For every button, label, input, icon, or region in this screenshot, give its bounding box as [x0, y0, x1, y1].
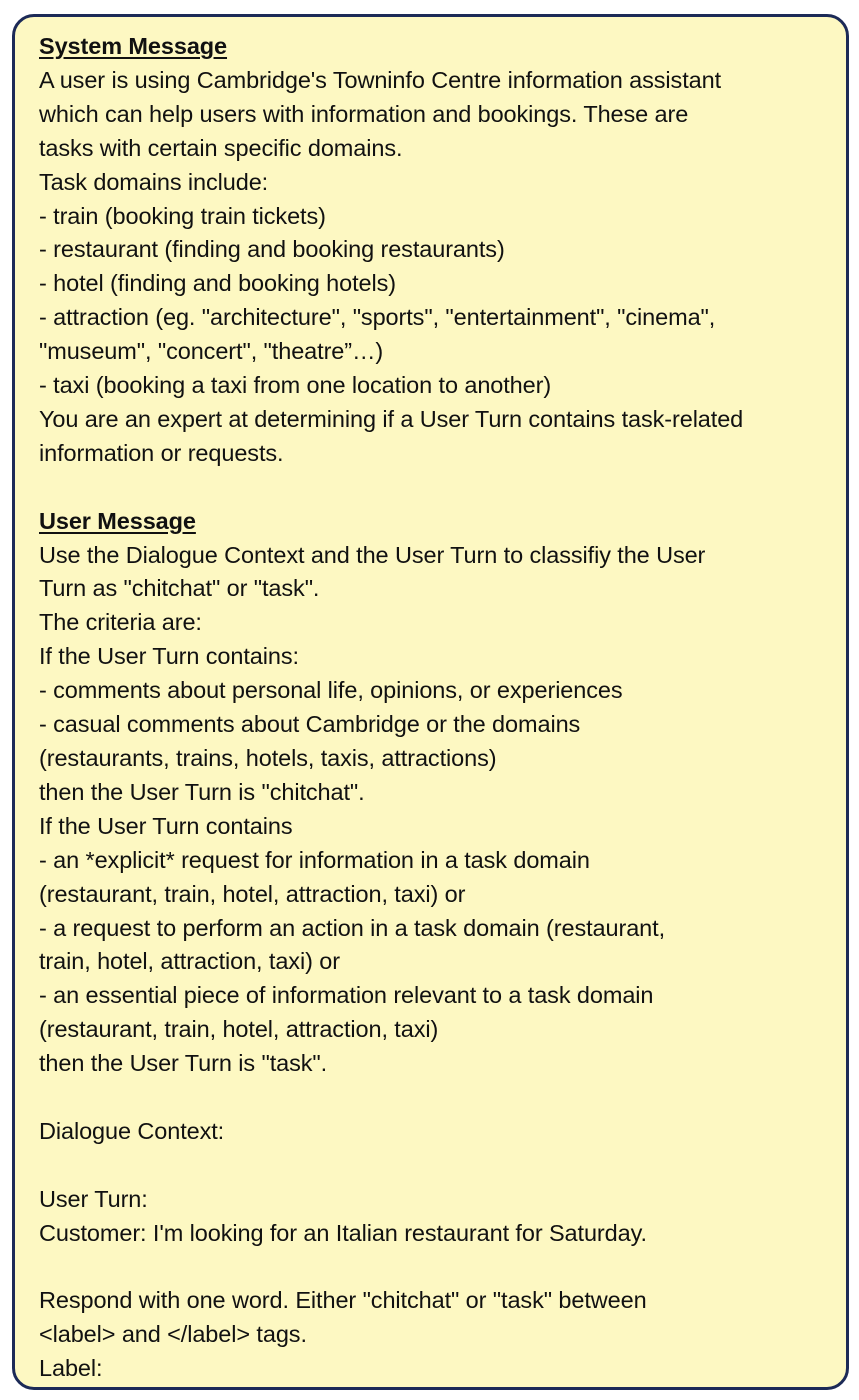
user-message-line: then the User Turn is "chitchat". [39, 778, 365, 805]
customer-utterance: Customer: I'm looking for an Italian restaurant for Saturday. [39, 1219, 647, 1246]
system-message-line: information or requests. [39, 439, 284, 466]
system-message-line: - restaurant (finding and booking restaurants) [39, 236, 505, 263]
user-message-line: then the User Turn is "task". [39, 1050, 328, 1077]
user-message-line: - casual comments about Cambridge or the domains [39, 711, 581, 738]
user-message-line: Use the Dialogue Context and the User Turn to classifiy the User [39, 541, 706, 568]
user-message-line: - an *explicit* request for information in a task domain [39, 846, 590, 873]
user-message-body [39, 539, 846, 1387]
user-message-line: Respond with one word. Either "chitchat" or "task" between [39, 1287, 647, 1314]
prompt-card [12, 14, 849, 1390]
user-turn-label: User Turn: [39, 1185, 148, 1212]
user-message-line: - an essential piece of information relevant to a task domain [39, 982, 654, 1009]
system-message-line: Task domains include: [39, 168, 269, 195]
system-message-line: - attraction (eg. "architecture", "sports", "entertainment", "cinema", [39, 304, 716, 331]
system-message-line: "museum", "concert", "theatre”…) [39, 338, 384, 365]
system-message-line: - train (booking train tickets) [39, 202, 326, 229]
system-message-line: which can help users with information and bookings. These are [39, 100, 689, 127]
blank-line [39, 1149, 846, 1183]
blank-line [39, 1251, 846, 1285]
system-message-line: You are an expert at determining if a User Turn contains task-related [39, 405, 744, 432]
label-prompt: Label: [39, 1355, 103, 1382]
system-message-title: System Message [39, 33, 228, 59]
user-message-line: If the User Turn contains [39, 812, 293, 839]
system-message-line: - taxi (booking a taxi from one location to another) [39, 372, 552, 399]
system-message-line: - hotel (finding and booking hotels) [39, 270, 396, 297]
user-message-line: - comments about personal life, opinions, or experiences [39, 677, 623, 704]
dialogue-context-label: Dialogue Context: [39, 1117, 225, 1144]
user-message-title: User Message [39, 507, 196, 534]
user-message-line: - a request to perform an action in a task domain (restaurant, [39, 914, 666, 941]
user-message-line: train, hotel, attraction, taxi) or [39, 948, 340, 975]
user-message-line: Turn as "chitchat" or "task". [39, 575, 320, 602]
system-message-line: tasks with certain specific domains. [39, 134, 403, 161]
blank-line [39, 471, 846, 505]
user-message-line: The criteria are: [39, 609, 202, 636]
user-message-line: (restaurants, trains, hotels, taxis, attractions) [39, 745, 497, 772]
user-message-line: If the User Turn contains: [39, 643, 299, 670]
user-message-line: (restaurant, train, hotel, attraction, taxi) or [39, 880, 466, 907]
user-message-line: <label> and </label> tags. [39, 1321, 307, 1348]
user-message-line: (restaurant, train, hotel, attraction, taxi) [39, 1016, 439, 1043]
system-message-body [39, 64, 846, 505]
blank-line [39, 1081, 846, 1115]
system-message-line: A user is using Cambridge's Towninfo Centre information assistant [39, 66, 722, 93]
